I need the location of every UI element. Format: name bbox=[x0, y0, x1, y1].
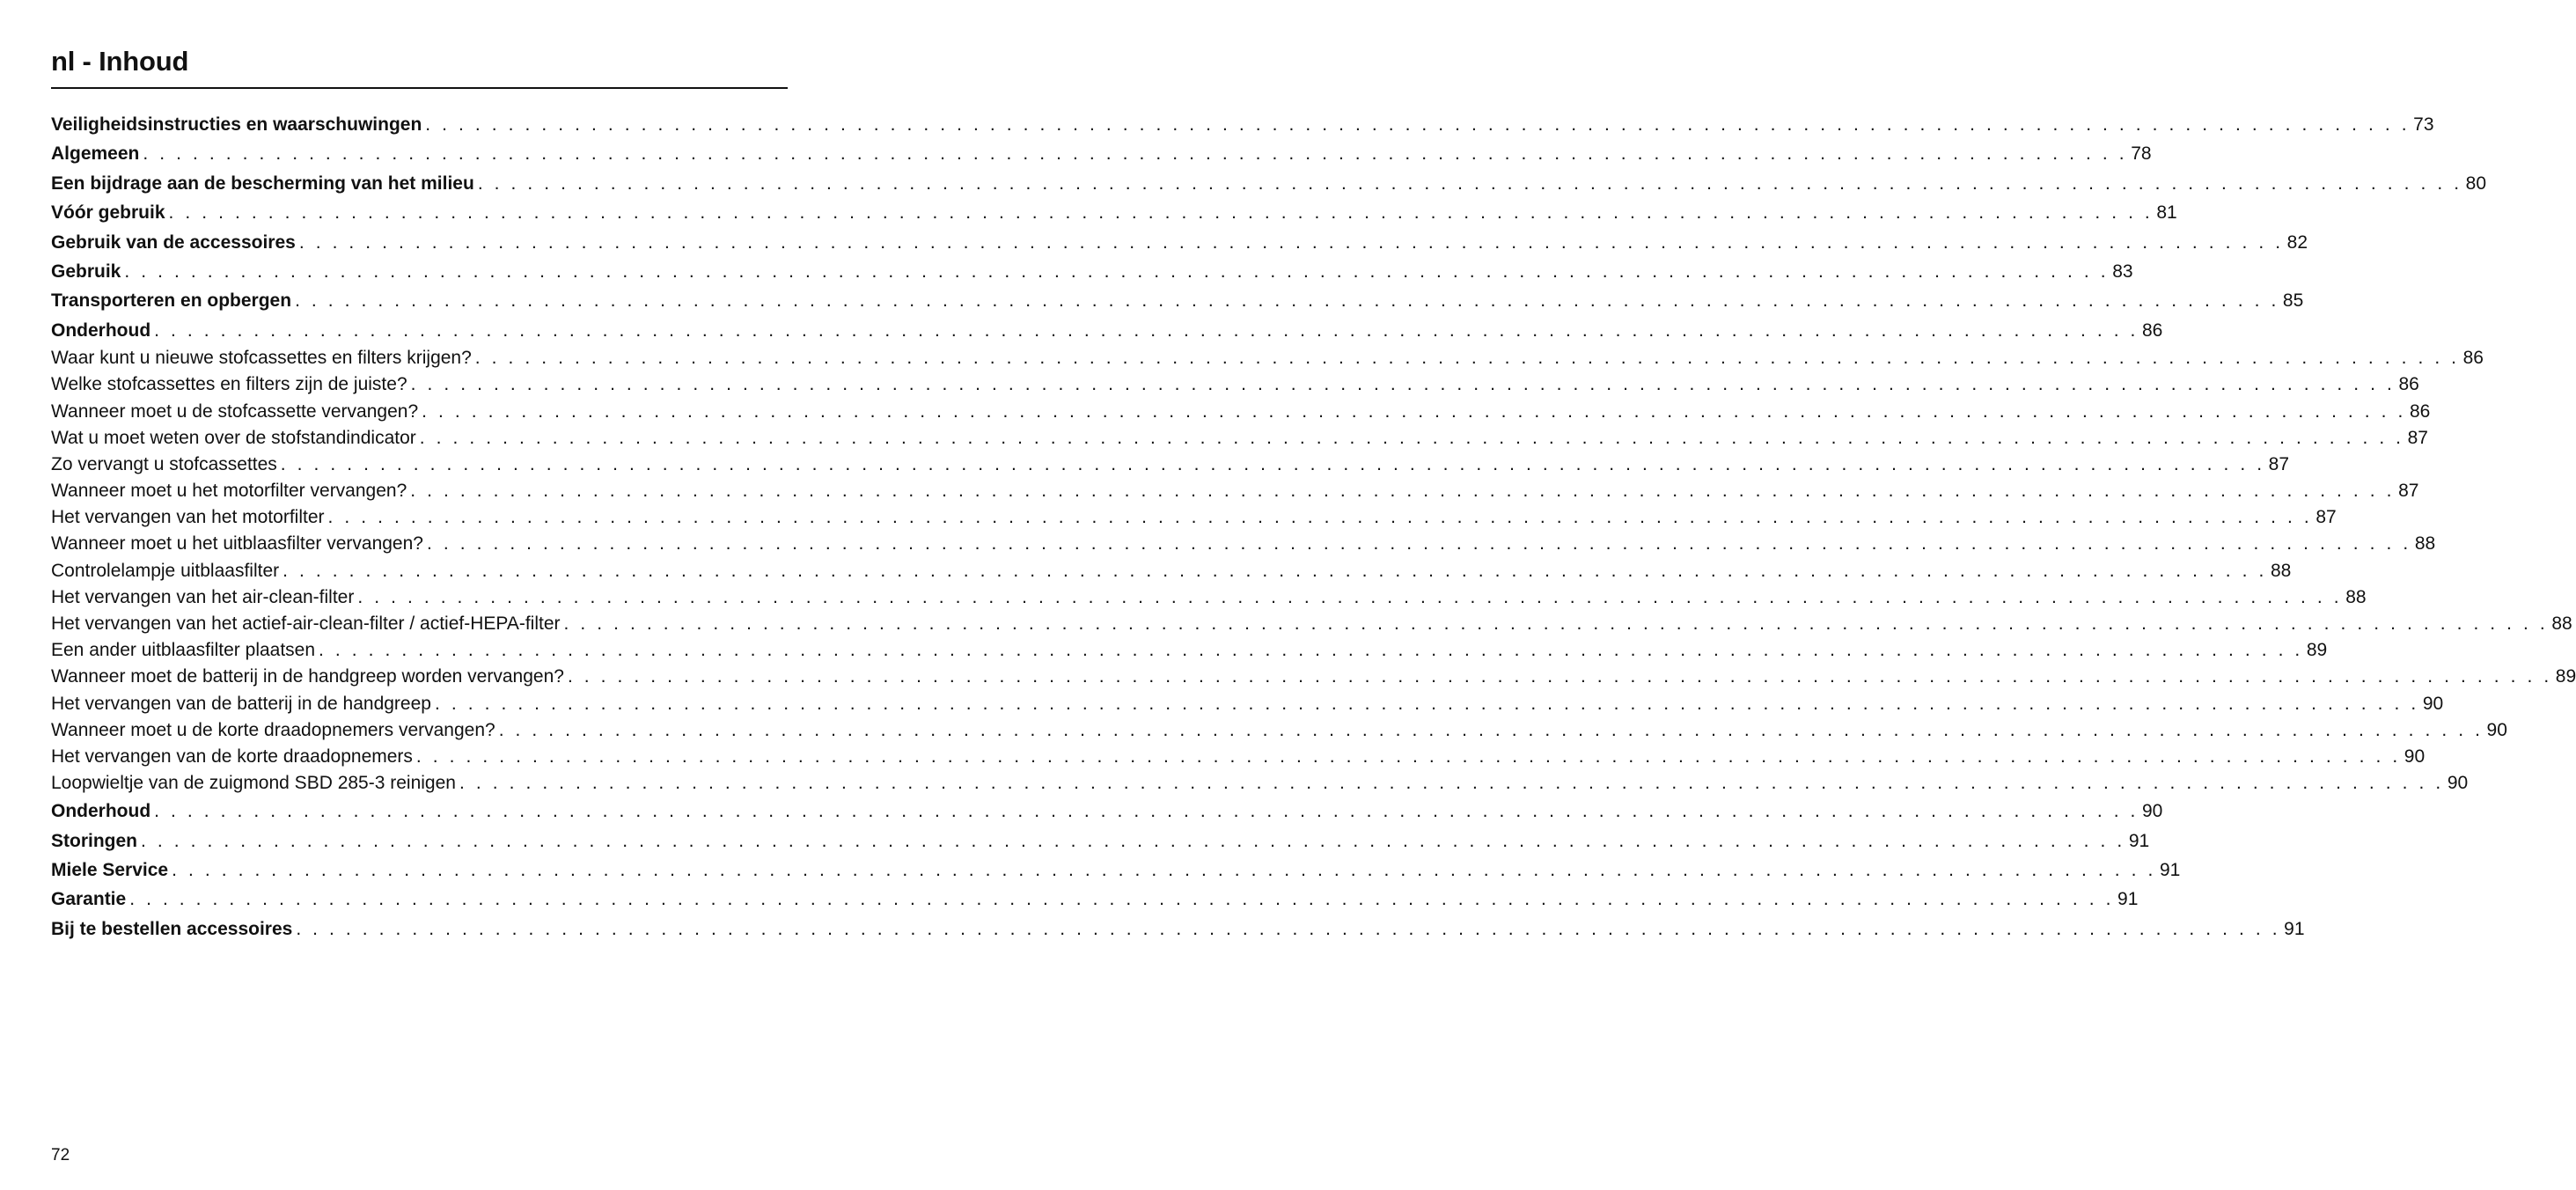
toc-entry-label: Onderhoud bbox=[51, 320, 151, 341]
toc-section-entry[interactable] bbox=[51, 257, 2133, 286]
toc-entry-label: Gebruik bbox=[51, 261, 121, 282]
toc-dot-leader: . . . . . . . . . . . . . . . . . . . . . . . . . . . . . . . . . . . . . . . . . . . . . . . . . . . . . . . . . . . . . . . . . . . . . . . . . . . . . . . . . . . . . . . . . . . . . . . . . . . . . . . . . . . . . . . . . . . . . . . . bbox=[298, 231, 2284, 253]
toc-entry-page: 86 bbox=[2409, 400, 2431, 422]
toc-entry-page: 80 bbox=[2465, 173, 2487, 194]
toc-entry-page: 87 bbox=[2407, 427, 2428, 448]
toc-dot-leader: . . . . . . . . . . . . . . . . . . . . . . . . . . . . . . . . . . . . . . . . . . . . . . . . . . . . . . . . . . . . . . . . . . . . . . . . . . . . . . . . . . . . . . . . . . . . . . . . . . . . . . . . . . . . . . . . . . . . . . . . bbox=[426, 533, 2411, 555]
toc-dot-leader: . . . . . . . . . . . . . . . . . . . . . . . . . . . . . . . . . . . . . . . . . . . . . . . . . . . . . . . . . . . . . . . . . . . . . . . . . . . . . . . . . . . . . . . . . . . . . . . . . . . . . . . . . . . . . . . . . . . . . . . . bbox=[141, 830, 2125, 851]
toc-dot-leader: . . . . . . . . . . . . . . . . . . . . . . . . . . . . . . . . . . . . . . . . . . . . . . . . . . . . . . . . . . . . . . . . . . . . . . . . . . . . . . . . . . . . . . . . . . . . . . . . . . . . . . . . . . . . . . . . . . . . . . . . bbox=[567, 666, 2552, 687]
toc-dot-leader: . . . . . . . . . . . . . . . . . . . . . . . . . . . . . . . . . . . . . . . . . . . . . . . . . . . . . . . . . . . . . . . . . . . . . . . . . . . . . . . . . . . . . . . . . . . . . . . . . . . . . . . . . . . . . . . . . . . . . . . . bbox=[154, 320, 2139, 341]
toc-entry-page: 78 bbox=[2131, 143, 2152, 165]
toc-dot-leader: . . . . . . . . . . . . . . . . . . . . . . . . . . . . . . . . . . . . . . . . . . . . . . . . . . . . . . . . . . . . . . . . . . . . . . . . . . . . . . . . . . . . . . . . . . . . . . . . . . . . . . . . . . . . . . . . . . . . . . . . bbox=[168, 202, 2154, 224]
toc-entry-label: Wat u moet weten over de stofstandindicator bbox=[51, 427, 416, 448]
toc-entry-page: 89 bbox=[2306, 640, 2328, 661]
toc-entry-page: 90 bbox=[2486, 719, 2507, 740]
toc-section-entry[interactable] bbox=[51, 110, 2434, 139]
toc-dot-leader: . . . . . . . . . . . . . . . . . . . . . . . . . . . . . . . . . . . . . . . . . . . . . . . . . . . . . . . . . . . . . . . . . . . . . . . . . . . . . . . . . . . . . . . . . . . . . . . . . . . . . . . . . . . . . . . . . . . . . . . . bbox=[154, 801, 2139, 822]
toc-dot-leader: . . . . . . . . . . . . . . . . . . . . . . . . . . . . . . . . . . . . . . . . . . . . . . . . . . . . . . . . . . . . . . . . . . . . . . . . . . . . . . . . . . . . . . . . . . . . . . . . . . . . . . . . . . . . . . . . . . . . . . . . bbox=[422, 400, 2406, 422]
toc-subsection-entry[interactable] bbox=[51, 558, 2292, 584]
toc-entry-label: Veiligheidsinstructies en waarschuwingen bbox=[51, 114, 422, 135]
toc-entry-page: 90 bbox=[2142, 801, 2163, 822]
toc-dot-leader: . . . . . . . . . . . . . . . . . . . . . . . . . . . . . . . . . . . . . . . . . . . . . . . . . . . . . . . . . . . . . . . . . . . . . . . . . . . . . . . . . . . . . . . . . . . . . . . . . . . . . . . . . . . . . . . . . . . . . . . . bbox=[474, 348, 2460, 369]
toc-entry-label: Wanneer moet u het uitblaasfilter vervangen? bbox=[51, 533, 423, 555]
toc-section-entry[interactable] bbox=[51, 797, 2163, 826]
toc-entry-label: Garantie bbox=[51, 889, 127, 910]
toc-subsection-entry[interactable] bbox=[51, 584, 2367, 611]
toc-dot-leader: . . . . . . . . . . . . . . . . . . . . . . . . . . . . . . . . . . . . . . . . . . . . . . . . . . . . . . . . . . . . . . . . . . . . . . . . . . . . . . . . . . . . . . . . . . . . . . . . . . . . . . . . . . . . . . . . . . . . . . . . bbox=[425, 114, 2411, 135]
toc-entry-label: Het vervangen van de batterij in de handgreep bbox=[51, 693, 431, 714]
toc-entry-page: 86 bbox=[2462, 348, 2484, 369]
toc-entry-page: 90 bbox=[2422, 693, 2444, 714]
toc-subsection-entry[interactable] bbox=[51, 371, 2419, 398]
toc-subsection-entry[interactable] bbox=[51, 452, 2289, 478]
toc-dot-leader: . . . . . . . . . . . . . . . . . . . . . . . . . . . . . . . . . . . . . . . . . . . . . . . . . . . . . . . . . . . . . . . . . . . . . . . . . . . . . . . . . . . . . . . . . . . . . . . . . . . . . . . . . . . . . . . . . . . . . . . . bbox=[124, 261, 2110, 282]
toc-dot-leader: . . . . . . . . . . . . . . . . . . . . . . . . . . . . . . . . . . . . . . . . . . . . . . . . . . . . . . . . . . . . . . . . . . . . . . . . . . . . . . . . . . . . . . . . . . . . . . . . . . . . . . . . . . . . . . . . . . . . . . . . bbox=[129, 889, 2115, 910]
toc-dot-leader: . . . . . . . . . . . . . . . . . . . . . . . . . . . . . . . . . . . . . . . . . . . . . . . . . . . . . . . . . . . . . . . . . . . . . . . . . . . . . . . . . . . . . . . . . . . . . . . . . . . . . . . . . . . . . . . . . . . . . . . . bbox=[283, 560, 2267, 581]
toc-subsection-entry[interactable] bbox=[51, 399, 2431, 425]
toc-dot-leader: . . . . . . . . . . . . . . . . . . . . . . . . . . . . . . . . . . . . . . . . . . . . . . . . . . . . . . . . . . . . . . . . . . . . . . . . . . . . . . . . . . . . . . . . . . . . . . . . . . . . . . . . . . . . . . . . . . . . . . . . bbox=[419, 427, 2404, 448]
toc-entry-page: 86 bbox=[2398, 374, 2419, 395]
toc-entry-page: 91 bbox=[2117, 889, 2139, 910]
toc-entry-label: Miele Service bbox=[51, 860, 169, 881]
toc-entry-label: Wanneer moet u de stofcassette vervangen? bbox=[51, 400, 419, 422]
toc-entry-page: 73 bbox=[2413, 114, 2434, 135]
toc-section-entry[interactable] bbox=[51, 316, 2163, 345]
toc-section-entry[interactable] bbox=[51, 286, 2304, 315]
toc-entry-page: 82 bbox=[2286, 231, 2308, 253]
toc-subsection-entry[interactable] bbox=[51, 478, 2419, 504]
toc-dot-leader: . . . . . . . . . . . . . . . . . . . . . . . . . . . . . . . . . . . . . . . . . . . . . . . . . . . . . . . . . . . . . . . . . . . . . . . . . . . . . . . . . . . . . . . . . . . . . . . . . . . . . . . . . . . . . . . . . . . . . . . . bbox=[357, 586, 2343, 607]
toc-section-entry[interactable] bbox=[51, 198, 2177, 227]
toc-entry-page: 81 bbox=[2156, 202, 2177, 224]
toc-entry-label: Het vervangen van het actief-air-clean-filter / actief-HEPA-filter bbox=[51, 613, 561, 634]
toc-subsection-entry[interactable] bbox=[51, 717, 2507, 744]
toc-section-entry[interactable] bbox=[51, 228, 2308, 257]
toc-entry-page: 91 bbox=[2284, 918, 2305, 939]
toc-subsection-entry[interactable] bbox=[51, 691, 2444, 717]
toc-entry-label: Loopwieltje van de zuigmond SBD 285-3 reinigen bbox=[51, 773, 456, 794]
toc-dot-leader: . . . . . . . . . . . . . . . . . . . . . . . . . . . . . . . . . . . . . . . . . . . . . . . . . . . . . . . . . . . . . . . . . . . . . . . . . . . . . . . . . . . . . . . . . . . . . . . . . . . . . . . . . . . . . . . . . . . . . . . . bbox=[498, 719, 2484, 740]
toc-section-entry[interactable] bbox=[51, 169, 2487, 198]
toc-entry-page: 91 bbox=[2159, 860, 2181, 881]
toc-entry-label: Een ander uitblaasfilter plaatsen bbox=[51, 640, 316, 661]
toc-entry-label: Wanneer moet de batterij in de handgreep worden vervangen? bbox=[51, 666, 564, 687]
toc-subsection-entry[interactable] bbox=[51, 504, 2337, 531]
toc-entry-label: Het vervangen van de korte draadopnemers bbox=[51, 746, 413, 767]
toc-section-entry[interactable] bbox=[51, 139, 2152, 168]
toc-subsection-entry[interactable] bbox=[51, 425, 2428, 452]
toc-entry-label: Transporteren en opbergen bbox=[51, 290, 292, 312]
toc-entry-page: 86 bbox=[2142, 320, 2163, 341]
toc-entry-label: Algemeen bbox=[51, 143, 140, 165]
toc-entry-page: 90 bbox=[2447, 773, 2469, 794]
toc-subsection-entry[interactable] bbox=[51, 531, 2436, 557]
toc-entry-label: Storingen bbox=[51, 830, 137, 851]
toc-entry-page: 89 bbox=[2555, 666, 2576, 687]
title-rule bbox=[51, 87, 788, 89]
table-of-contents bbox=[51, 110, 2576, 944]
toc-dot-leader: . . . . . . . . . . . . . . . . . . . . . . . . . . . . . . . . . . . . . . . . . . . . . . . . . . . . . . . . . . . . . . . . . . . . . . . . . . . . . . . . . . . . . . . . . . . . . . . . . . . . . . . . . . . . . . . . . . . . . . . . bbox=[563, 613, 2549, 634]
toc-dot-leader: . . . . . . . . . . . . . . . . . . . . . . . . . . . . . . . . . . . . . . . . . . . . . . . . . . . . . . . . . . . . . . . . . . . . . . . . . . . . . . . . . . . . . . . . . . . . . . . . . . . . . . . . . . . . . . . . . . . . . . . . bbox=[459, 773, 2444, 794]
toc-entry-page: 87 bbox=[2398, 481, 2419, 502]
toc-subsection-entry[interactable] bbox=[51, 345, 2484, 371]
toc-subsection-entry[interactable] bbox=[51, 770, 2469, 797]
toc-section-entry[interactable] bbox=[51, 826, 2150, 856]
toc-dot-leader: . . . . . . . . . . . . . . . . . . . . . . . . . . . . . . . . . . . . . . . . . . . . . . . . . . . . . . . . . . . . . . . . . . . . . . . . . . . . . . . . . . . . . . . . . . . . . . . . . . . . . . . . . . . . . . . . . . . . . . . . bbox=[477, 173, 2462, 194]
toc-entry-label: Gebruik van de accessoires bbox=[51, 231, 296, 253]
toc-entry-label: Een bijdrage aan de bescherming van het milieu bbox=[51, 173, 474, 194]
toc-dot-leader: . . . . . . . . . . . . . . . . . . . . . . . . . . . . . . . . . . . . . . . . . . . . . . . . . . . . . . . . . . . . . . . . . . . . . . . . . . . . . . . . . . . . . . . . . . . . . . . . . . . . . . . . . . . . . . . . . . . . . . . . bbox=[319, 640, 2303, 661]
toc-entry-label: Onderhoud bbox=[51, 801, 151, 822]
page-title: nl - Inhoud bbox=[51, 46, 189, 77]
toc-entry-label: Wanneer moet u het motorfilter vervangen? bbox=[51, 481, 407, 502]
toc-entry-label: Het vervangen van het motorfilter bbox=[51, 507, 325, 528]
toc-entry-page: 91 bbox=[2128, 830, 2150, 851]
toc-entry-page: 87 bbox=[2315, 507, 2337, 528]
toc-entry-page: 88 bbox=[2270, 560, 2292, 581]
toc-dot-leader: . . . . . . . . . . . . . . . . . . . . . . . . . . . . . . . . . . . . . . . . . . . . . . . . . . . . . . . . . . . . . . . . . . . . . . . . . . . . . . . . . . . . . . . . . . . . . . . . . . . . . . . . . . . . . . . . . . . . . . . . bbox=[295, 290, 2279, 312]
toc-dot-leader: . . . . . . . . . . . . . . . . . . . . . . . . . . . . . . . . . . . . . . . . . . . . . . . . . . . . . . . . . . . . . . . . . . . . . . . . . . . . . . . . . . . . . . . . . . . . . . . . . . . . . . . . . . . . . . . . . . . . . . . . bbox=[172, 860, 2156, 881]
toc-dot-leader: . . . . . . . . . . . . . . . . . . . . . . . . . . . . . . . . . . . . . . . . . . . . . . . . . . . . . . . . . . . . . . . . . . . . . . . . . . . . . . . . . . . . . . . . . . . . . . . . . . . . . . . . . . . . . . . . . . . . . . . . bbox=[415, 746, 2401, 767]
toc-entry-label: Controlelampje uitblaasfilter bbox=[51, 560, 280, 581]
toc-entry-page: 88 bbox=[2345, 586, 2367, 607]
toc-dot-leader: . . . . . . . . . . . . . . . . . . . . . . . . . . . . . . . . . . . . . . . . . . . . . . . . . . . . . . . . . . . . . . . . . . . . . . . . . . . . . . . . . . . . . . . . . . . . . . . . . . . . . . . . . . . . . . . . . . . . . . . . bbox=[143, 143, 2128, 165]
toc-subsection-entry[interactable] bbox=[51, 744, 2426, 770]
toc-entry-page: 85 bbox=[2282, 290, 2304, 312]
toc-entry-page: 90 bbox=[2404, 746, 2426, 767]
toc-dot-leader: . . . . . . . . . . . . . . . . . . . . . . . . . . . . . . . . . . . . . . . . . . . . . . . . . . . . . . . . . . . . . . . . . . . . . . . . . . . . . . . . . . . . . . . . . . . . . . . . . . . . . . . . . . . . . . . . . . . . . . . . bbox=[280, 453, 2265, 474]
toc-section-entry[interactable] bbox=[51, 915, 2305, 944]
toc-entry-page: 87 bbox=[2268, 453, 2289, 474]
toc-entry-label: Zo vervangt u stofcassettes bbox=[51, 453, 277, 474]
toc-dot-leader: . . . . . . . . . . . . . . . . . . . . . . . . . . . . . . . . . . . . . . . . . . . . . . . . . . . . . . . . . . . . . . . . . . . . . . . . . . . . . . . . . . . . . . . . . . . . . . . . . . . . . . . . . . . . . . . . . . . . . . . . bbox=[410, 374, 2396, 395]
toc-entry-label: Het vervangen van het air-clean-filter bbox=[51, 586, 355, 607]
toc-entry-label: Wanneer moet u de korte draadopnemers vervangen? bbox=[51, 719, 495, 740]
toc-subsection-entry[interactable] bbox=[51, 611, 2572, 637]
toc-subsection-entry[interactable] bbox=[51, 637, 2328, 664]
toc-subsection-entry[interactable] bbox=[51, 664, 2576, 690]
toc-dot-leader: . . . . . . . . . . . . . . . . . . . . . . . . . . . . . . . . . . . . . . . . . . . . . . . . . . . . . . . . . . . . . . . . . . . . . . . . . . . . . . . . . . . . . . . . . . . . . . . . . . . . . . . . . . . . . . . . . . . . . . . . bbox=[296, 918, 2281, 939]
toc-dot-leader: . . . . . . . . . . . . . . . . . . . . . . . . . . . . . . . . . . . . . . . . . . . . . . . . . . . . . . . . . . . . . . . . . . . . . . . . . . . . . . . . . . . . . . . . . . . . . . . . . . . . . . . . . . . . . . . . . . . . . . . . bbox=[434, 693, 2419, 714]
toc-entry-label: Bij te bestellen accessoires bbox=[51, 918, 293, 939]
toc-entry-page: 88 bbox=[2414, 533, 2436, 555]
toc-entry-page: 83 bbox=[2112, 261, 2133, 282]
toc-entry-page: 88 bbox=[2551, 613, 2572, 634]
page-number: 72 bbox=[51, 1146, 70, 1164]
toc-dot-leader: . . . . . . . . . . . . . . . . . . . . . . . . . . . . . . . . . . . . . . . . . . . . . . . . . . . . . . . . . . . . . . . . . . . . . . . . . . . . . . . . . . . . . . . . . . . . . . . . . . . . . . . . . . . . . . . . . . . . . . . . bbox=[410, 481, 2396, 502]
toc-dot-leader: . . . . . . . . . . . . . . . . . . . . . . . . . . . . . . . . . . . . . . . . . . . . . . . . . . . . . . . . . . . . . . . . . . . . . . . . . . . . . . . . . . . . . . . . . . . . . . . . . . . . . . . . . . . . . . . . . . . . . . . . bbox=[327, 507, 2313, 528]
toc-entry-label: Welke stofcassettes en filters zijn de juiste? bbox=[51, 374, 407, 395]
toc-entry-label: Vóór gebruik bbox=[51, 202, 165, 224]
toc-section-entry[interactable] bbox=[51, 856, 2181, 885]
toc-section-entry[interactable] bbox=[51, 885, 2139, 914]
toc-entry-label: Waar kunt u nieuwe stofcassettes en filters krijgen? bbox=[51, 348, 472, 369]
